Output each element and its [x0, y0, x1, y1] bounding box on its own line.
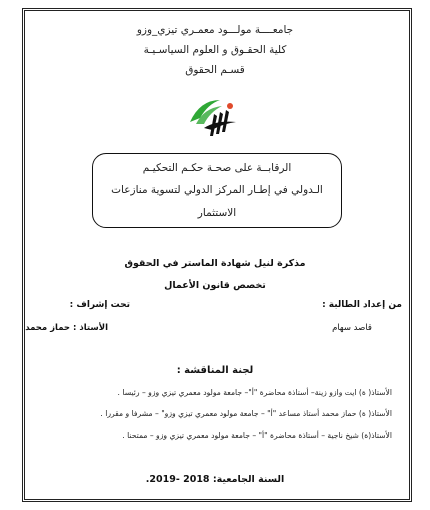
thesis-title-box — [92, 153, 342, 228]
faculty-name: كلية الحقـوق و العلوم السياسـيـة — [143, 44, 287, 56]
academic-year: السنة الجامعية: 2018 -2019. — [145, 474, 285, 485]
jury-member: الأستاذ(ة) شيخ ناجية – أستاذة محاضرة "أ" – جامعة مولود معمري تيزي وزو – ممتحنا . — [122, 431, 392, 440]
department-name: قسـم الحقوق — [185, 64, 245, 76]
thesis-title-line-1: الرقابــة على صحـة حكـم التحكيـم — [142, 162, 292, 174]
page-border — [22, 8, 412, 502]
thesis-title-line-2: الـدولي في إطـار المركز الدولي لتسوية منازعات — [111, 184, 323, 196]
thesis-title-line-3: الاستثمار — [197, 207, 237, 219]
supervisor-name: الأستاذ : حماز محمد — [25, 323, 108, 333]
student-name: قاصد سهام — [332, 323, 372, 333]
memo-specialty: تخصص قانون الأعمال — [164, 280, 266, 291]
jury-member: الأستاذ( ة) حماز محمد أستاذ مساعد "أ" – جامعة مولود معمري تيزي وزو" – مشرفا و مقررا . — [100, 409, 392, 418]
prepared-by-label: من إعداد الطالبة : — [322, 300, 402, 310]
memo-purpose: مذكرة لنيل شهادة الماستر في الحقوق — [124, 258, 306, 269]
jury-title: لجنة المناقشة : — [176, 365, 254, 376]
supervised-by-label: تحت إشراف : — [69, 300, 130, 310]
jury-member: الأستاذ( ة) ايت وازو زينة– أستاذة محاضرة "أ"– جامعة مولود معمري تيزي وزو – رئيسا . — [117, 388, 392, 397]
university-logo-icon — [186, 94, 242, 140]
university-name: جامعــــة مولـــود معمـري تيزي_وزو — [136, 24, 294, 36]
